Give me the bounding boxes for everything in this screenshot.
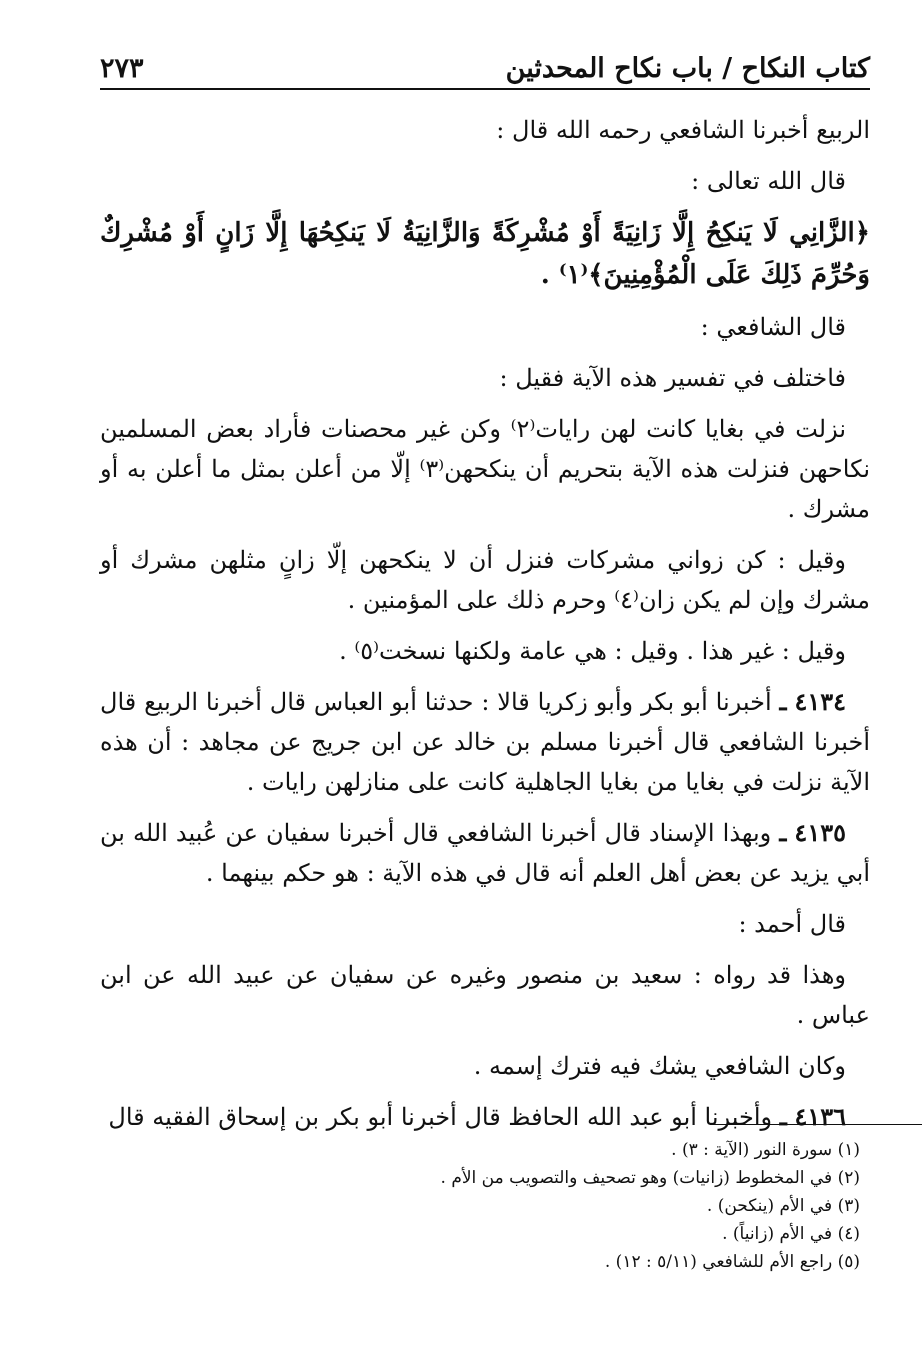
hadith-text: وبهذا الإسناد قال أخبرنا الشافعي قال أخبرنا سفيان عن عُبيد الله بن أبي يزيد عن بعض أهل العلم أنه قال في هذه الآية : هو حكم بينهما . — [100, 819, 870, 887]
hadith-text: وأخبرنا أبو عبد الله الحافظ قال أخبرنا أبو بكر بن إسحاق الفقيه قال — [108, 1103, 773, 1131]
paragraph: قال الله تعالى : — [691, 167, 846, 195]
paragraph: نزلت في بغايا كانت لهن رايات⁽٢⁾ وكن غير محصنات فأراد بعض المسلمين نكاحهن فنزلت هذه الآية بتحريم أن ينكحهن⁽٣⁾ إلّا من أعلن بمثل ما أعلن به أو مشرك . — [100, 415, 870, 523]
paragraph: قال أحمد : — [738, 910, 846, 938]
footnote-item: (١) سورة النور (الآية : ٣) . — [671, 1140, 860, 1160]
main-text — [100, 110, 870, 1148]
paragraph: قال الشافعي : — [700, 313, 846, 341]
hadith-number: ٤١٣٦ — [794, 1102, 846, 1131]
footnote-separator — [100, 1124, 870, 1136]
hadith-number: ٤١٣٥ — [794, 818, 846, 847]
hadith-dash: ـ — [779, 1102, 787, 1131]
footnote-item: (٢) في المخطوط (زانيات) وهو تصحيف والتصويب من الأم . — [440, 1168, 860, 1188]
page-number: ٢٧٣ — [100, 53, 144, 84]
hadith-entry — [100, 813, 870, 893]
header-title: كتاب النكاح / باب نكاح المحدثين — [505, 53, 870, 84]
footnote-list — [100, 1136, 870, 1276]
hadith-text: أخبرنا أبو بكر وأبو زكريا قالا : حدثنا أبو العباس قال أخبرنا الربيع قال أخبرنا الشافعي قال أخبرنا مسلم بن خالد عن ابن جريج عن مجاهد : أن هذه الآية نزلت في بغايا من بغايا الجاهلية كانت على منازلهن رايات . — [100, 688, 870, 796]
hadith-entry — [100, 682, 870, 802]
paragraph: الربيع أخبرنا الشافعي رحمه الله قال : — [496, 116, 870, 144]
paragraph: وكان الشافعي يشك فيه فترك إسمه . — [473, 1052, 846, 1080]
footnotes — [100, 1124, 870, 1276]
quran-verse: ﴿الزَّانِي لَا يَنكِحُ إِلَّا زَانِيَةً أَوْ مُشْرِكَةً وَالزَّانِيَةُ لَا يَنكِحُهَا إِلَّا زَانٍ أَوْ مُشْرِكٌ وَحُرِّمَ ذَلِكَ عَلَى الْمُؤْمِنِينَ﴾⁽١⁾ . — [100, 218, 870, 290]
footnote-item: (٤) في الأم (زانياً) . — [722, 1224, 860, 1244]
paragraph: وقيل : غير هذا . وقيل : هي عامة ولكنها نسخت⁽٥⁾ . — [339, 637, 846, 665]
paragraph: وقيل : كن زواني مشركات فنزل أن لا ينكحهن إلّا زانٍ مثلهن مشرك أو مشرك وإن لم يكن زان⁽٤⁾ وحرم ذلك على المؤمنين . — [100, 546, 870, 614]
hadith-dash: ـ — [779, 818, 787, 847]
hadith-dash: ـ — [779, 687, 787, 716]
running-header — [100, 40, 870, 90]
footnote-item: (٣) في الأم (ينكحن) . — [706, 1196, 860, 1216]
hadith-number: ٤١٣٤ — [794, 687, 847, 716]
paragraph: فاختلف في تفسير هذه الآية فقيل : — [499, 364, 846, 392]
footnote-item: (٥) راجع الأم للشافعي (٥/١١ : ١٢) . — [604, 1252, 860, 1272]
paragraph: وهذا قد رواه : سعيد بن منصور وغيره عن سفيان عن عبيد الله عن ابن عباس . — [100, 961, 870, 1029]
